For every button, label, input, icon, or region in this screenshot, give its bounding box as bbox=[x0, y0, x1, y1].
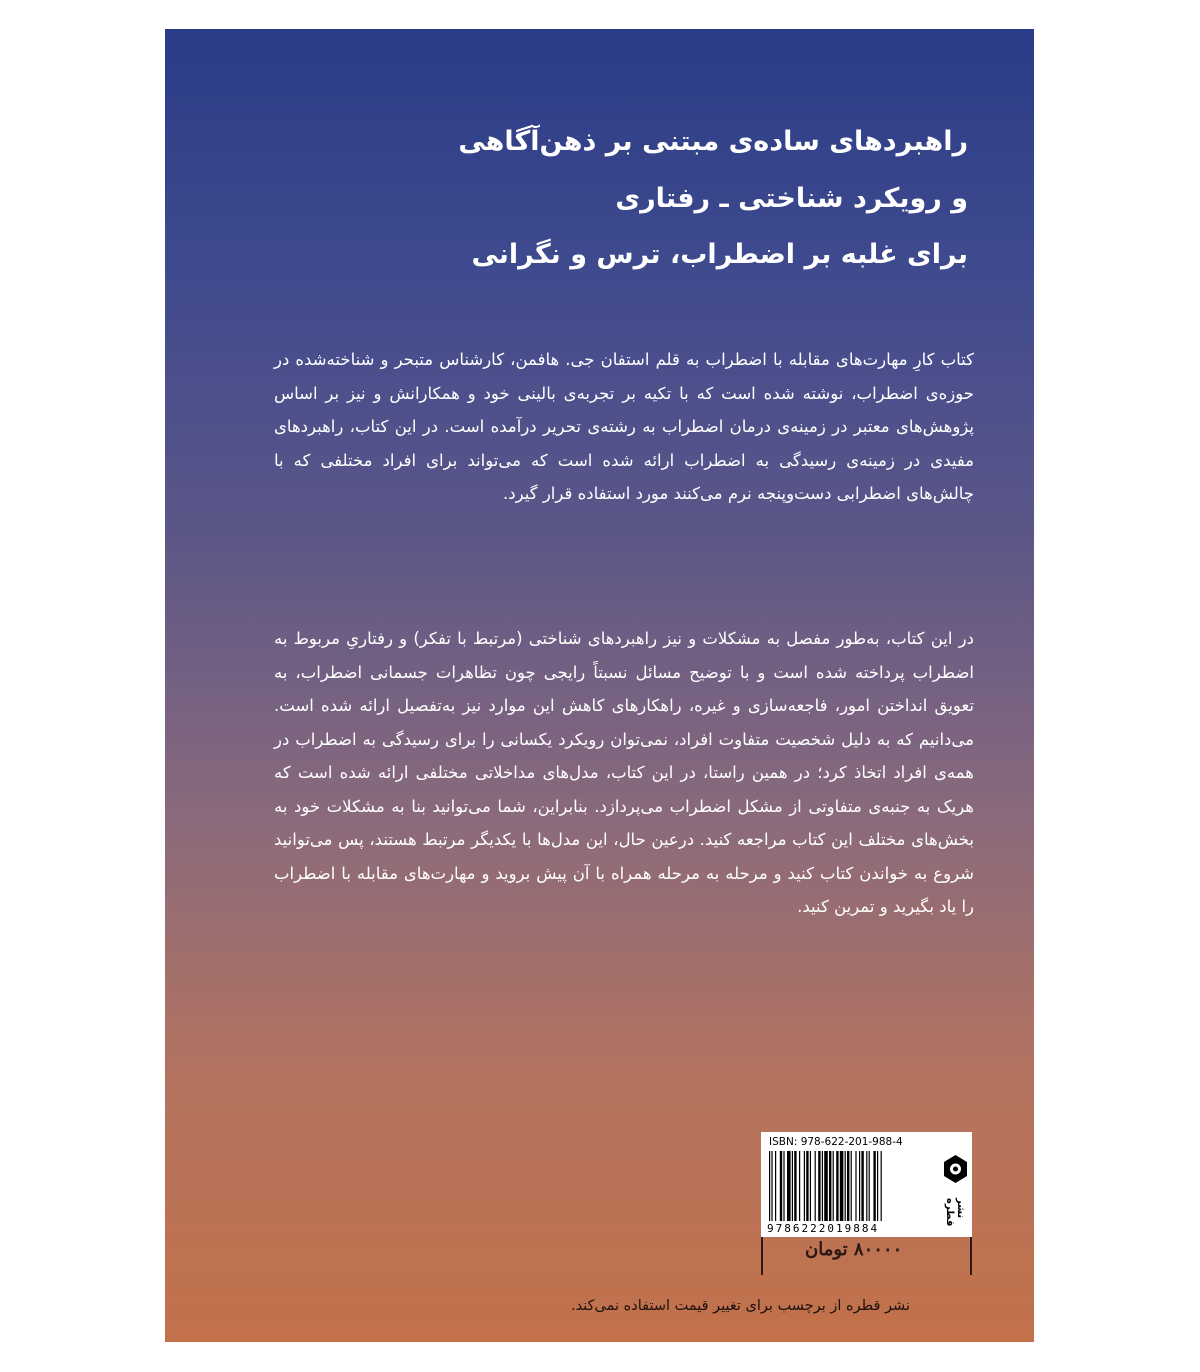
isbn-number: ISBN: 978-622-201-988-4 bbox=[769, 1136, 903, 1148]
book-back-cover bbox=[165, 29, 1034, 1342]
description-paragraph-1: کتاب کارِ مهارت‌های مقابله با اضطراب به قلم استفان جی. هافمن، کارشناس متبحر و شناخته‌شده در حوزه‌ی اضطراب، نوشته شده است که با تکیه بر تجربه‌ی بالینی خود و همکارانش و نیز بر اساس پژوهش‌های معتبر در زمینه‌ی درمان اضطراب به رشته‌ی تحریر درآمده است. در این کتاب، راهبردهای مفیدی در زمینه‌ی رسیدگی به اضطراب ارائه شده است که می‌تواند برای افراد مختلفی که با چالش‌های اضطرابی دست‌وپنجه نرم می‌کنند مورد استفاده قرار گیرد. bbox=[274, 350, 974, 503]
heading-line-3: برای غلبه بر اضطراب، ترس و نگرانی bbox=[471, 239, 968, 270]
publisher-name: نشر قطره bbox=[944, 1198, 966, 1227]
price: ۸۰۰۰۰ تومان bbox=[805, 1239, 903, 1260]
price-disclaimer: نشر قطره از برچسب برای تغییر قیمت استفاده نمی‌کند. bbox=[571, 1298, 910, 1314]
price-tag bbox=[761, 1237, 972, 1275]
barcode-icon bbox=[767, 1151, 939, 1221]
heading-line-2: و رویکرد شناختی ـ رفتاری bbox=[615, 183, 968, 214]
barcode-label bbox=[761, 1132, 972, 1237]
description-paragraph-2: در این کتاب، به‌طور مفصل به مشکلات و نیز راهبردهای شناختی (مرتبط با تفکر) و رفتاریِ مربوط به اضطراب پرداخته شده است و با توضیح مسائل نسبتاً رایجی چون تظاهرات جسمانی اضطراب، به تعویق انداختن امور، فاجعه‌سازی و غیره، راهکارهای کاهش این موارد نیز به‌تفصیل ارائه شده است. می‌دانیم که به دلیل شخصیت متفاوت افراد، نمی‌توان رویکرد یکسانی را برای رسیدگی به اضطراب در همه‌ی افراد اتخاذ کرد؛ در همین راستا، در این کتاب، مدل‌های مداخلاتی مختلفی ارائه شده است که هریک به جنبه‌ی متفاوتی از مشکل اضطراب می‌پردازد. بنابراین، شما می‌توانید بنا به مشکلات خود به بخش‌های مختلف این کتاب مراجعه کنید. درعین حال، این مدل‌ها با یکدیگر مرتبط هستند، پس می‌توانید شروع به خواندن کتاب کنید و مرحله به مرحله همراه با آن پیش بروید و مهارت‌های مقابله با اضطراب را یاد بگیرید و تمرین کنید. bbox=[274, 629, 974, 916]
barcode-digits: 9786222019884 bbox=[767, 1222, 880, 1235]
heading-line-1: راهبردهای ساده‌ی مبتنی بر ذهن‌آگاهی bbox=[458, 126, 968, 157]
